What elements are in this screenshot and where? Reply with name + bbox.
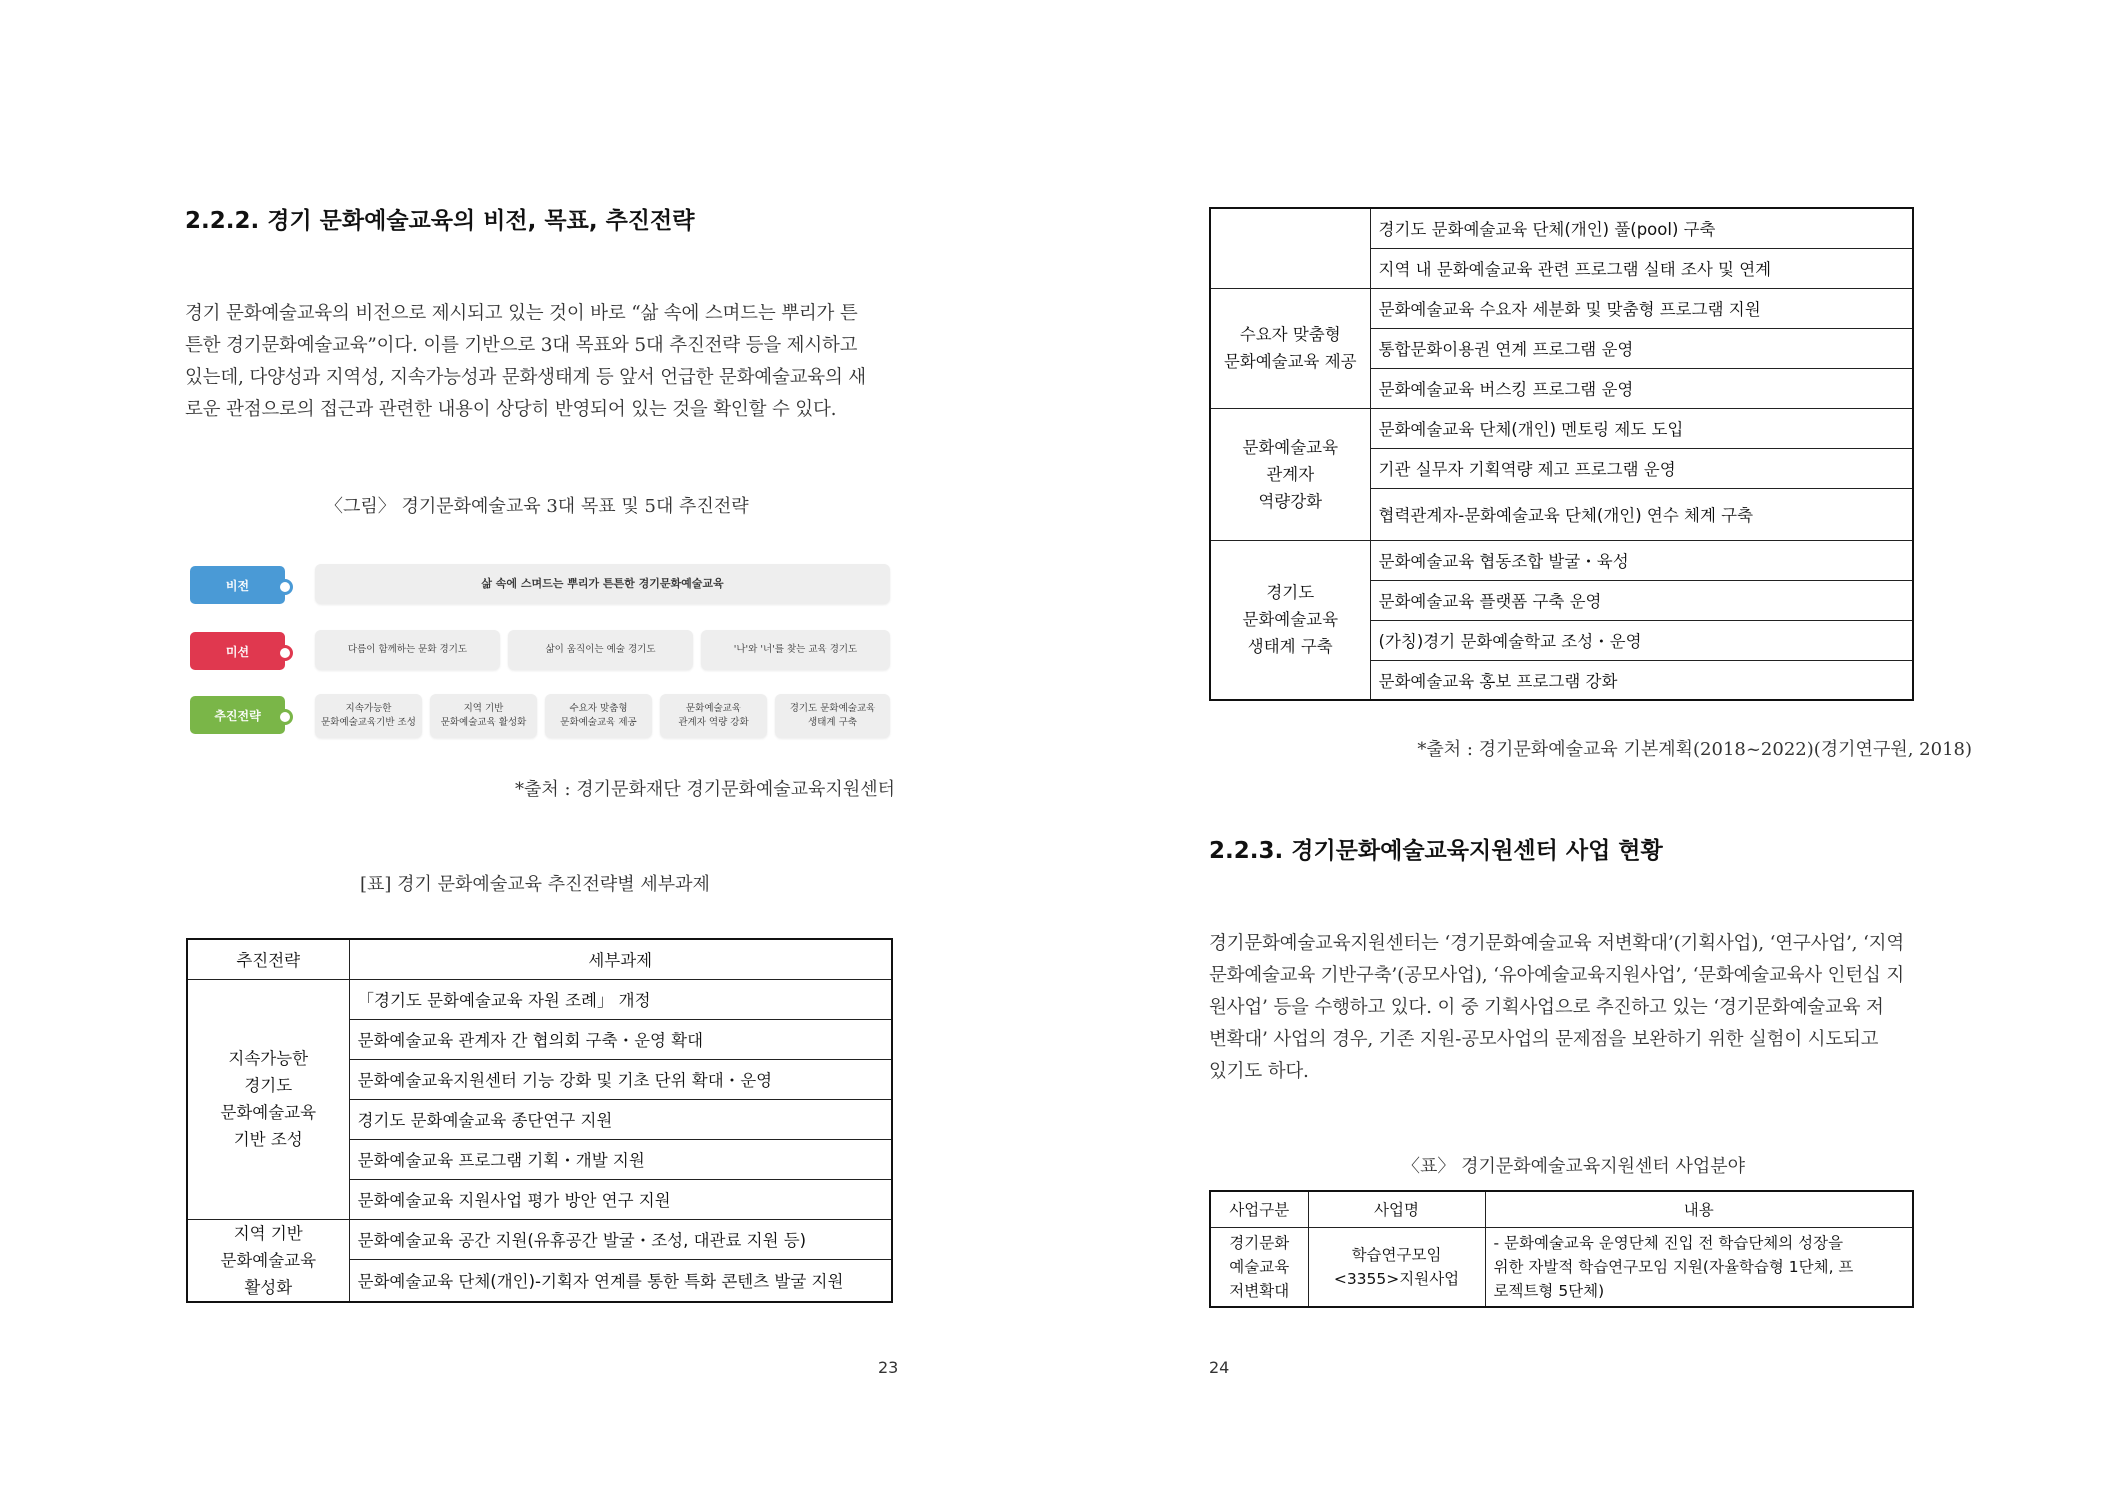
vision-label: 비전 (190, 566, 285, 604)
business-name-cell (1308, 1227, 1485, 1307)
task-cell: 문화예술교육지원센터 기능 강화 및 기초 단위 확대・운영 (349, 1059, 892, 1099)
category-line: 활성화 (244, 1277, 293, 1297)
section-heading: 2.2.2. 경기 문화예술교육의 비전, 목표, 추진전략 (185, 208, 695, 234)
task-cell: 문화예술교육 관계자 간 협의회 구축・운영 확대 (349, 1019, 892, 1059)
strategy-label: 추진전략 (190, 696, 285, 734)
category-line: 문화예술교육 (220, 1103, 317, 1122)
paragraph-line: 있는데, 다양성과 지역성, 지속가능성과 문화생태계 등 앞서 언급한 문화예술교육의 새 (185, 367, 866, 388)
task-cell: 문화예술교육 홍보 프로그램 강화 (1370, 660, 1913, 700)
task-cell: 문화예술교육 단체(개인) 멘토링 제도 도입 (1370, 408, 1913, 448)
strategy-line: 경기도 문화예술교육 (789, 703, 876, 714)
table-row (1210, 1227, 1913, 1307)
paragraph-line: 변확대’ 사업의 경우, 기존 지원-공모사업의 문제점을 보완하기 위한 실험이 시도되고 (1209, 1029, 1879, 1050)
table-header-cell: 사업구분 (1210, 1191, 1308, 1227)
page-number: 24 (1209, 1358, 1230, 1377)
table-row (1210, 408, 1913, 448)
strategy-item (775, 694, 890, 738)
task-cell: 문화예술교육 프로그램 기획・개발 지원 (349, 1139, 892, 1179)
task-cell: 지역 내 문화예술교육 관련 프로그램 실태 조사 및 연계 (1370, 248, 1913, 288)
cell-line: 저변확대 (1229, 1281, 1290, 1300)
task-cell: 문화예술교육 지원사업 평가 방안 연구 지원 (349, 1179, 892, 1219)
strategy-task-table-continued (1209, 207, 1914, 701)
strategy-line: 생태계 구축 (808, 717, 857, 728)
mission-item: '나'와 '너'를 찾는 교육 경기도 (701, 630, 890, 670)
table-header-cell: 내용 (1485, 1191, 1913, 1227)
figure-caption: 〈그림〉 경기문화예술교육 3대 목표 및 5대 추진전략 (325, 496, 749, 517)
vision-text: 삶 속에 스며드는 뿌리가 튼튼한 경기문화예술교육 (315, 564, 890, 604)
category-line: 문화예술교육 (1242, 437, 1339, 457)
connector-dot (277, 645, 293, 661)
category-line: 경기도 (1266, 583, 1315, 603)
table-caption: 〈표〉 경기문화예술교육지원센터 사업분야 (1402, 1156, 1746, 1177)
category-line: 기반 조성 (233, 1130, 303, 1149)
task-cell: 문화예술교육 버스킹 프로그램 운영 (1370, 368, 1913, 408)
category-line: 생태계 구축 (1247, 637, 1333, 657)
category-line: 경기도 (244, 1076, 293, 1095)
category-line: 지속가능한 (228, 1049, 309, 1068)
task-cell: 문화예술교육 수요자 세분화 및 맞춤형 프로그램 지원 (1370, 288, 1913, 328)
table-row (1210, 208, 1913, 248)
section-heading: 2.2.3. 경기문화예술교육지원센터 사업 현황 (1209, 838, 1663, 864)
strategy-line: 수요자 맞춤형 (569, 703, 628, 714)
cell-line: - 문화예술교육 운영단체 진입 전 학습단체의 성장을 (1493, 1233, 1844, 1252)
task-cell: 협력관계자-문화예술교육 단체(개인) 연수 체계 구축 (1370, 488, 1913, 540)
paragraph-line: 경기 문화예술교육의 비전으로 제시되고 있는 것이 바로 “삶 속에 스며드는 뿌리가 튼 (185, 303, 858, 324)
business-content-cell (1485, 1227, 1913, 1307)
cell-line: 예술교육 (1229, 1257, 1290, 1276)
paragraph-line: 문화예술교육 기반구축’(공모사업), ‘유아예술교육지원사업’, ‘문화예술교육사 인턴십 지 (1209, 965, 1905, 986)
intro-paragraph (1209, 928, 1919, 1088)
table-caption: [표] 경기 문화예술교육 추진전략별 세부과제 (360, 874, 710, 895)
strategy-item (660, 694, 767, 738)
task-cell: 문화예술교육 플랫폼 구축 운영 (1370, 580, 1913, 620)
strategy-item (430, 694, 537, 738)
strategy-category-cell (187, 1219, 349, 1302)
strategy-line: 문화예술교육 제공 (560, 717, 637, 728)
connector-dot (277, 709, 293, 725)
table-row (1210, 288, 1913, 328)
table-source: *출처 : 경기문화예술교육 기본계획(2018~2022)(경기연구원, 2018) (1417, 739, 1972, 760)
right-page (1052, 0, 2105, 1488)
cell-line: 경기문화 (1229, 1233, 1290, 1252)
table-row (187, 1219, 892, 1259)
vision-strategy-diagram (185, 556, 895, 746)
strategy-category-cell (1210, 540, 1370, 700)
task-cell: 문화예술교육 단체(개인)-기획자 연계를 통한 특화 콘텐츠 발굴 지원 (349, 1259, 892, 1301)
mission-label: 미션 (190, 632, 285, 670)
strategy-line: 문화예술교육기반 조성 (321, 717, 416, 728)
paragraph-line: 로운 관점으로의 접근과 관련한 내용이 상당히 반영되어 있는 것을 확인할 수 있다. (185, 399, 837, 420)
mission-item: 다름이 함께하는 문화 경기도 (315, 630, 500, 670)
business-area-table (1209, 1190, 1914, 1308)
category-line: 역량강화 (1258, 491, 1323, 511)
strategy-task-table (186, 938, 893, 1303)
intro-paragraph (185, 298, 895, 426)
strategy-category-cell (1210, 208, 1370, 288)
paragraph-line: 있기도 하다. (1209, 1061, 1309, 1082)
strategy-line: 문화예술교육 (685, 703, 742, 714)
category-line: 문화예술교육 제공 (1223, 352, 1357, 371)
cell-line: 위한 자발적 학습연구모임 지원(자율학습형 1단체, 프 (1493, 1257, 1854, 1276)
mission-item: 삶이 움직이는 예술 경기도 (508, 630, 693, 670)
category-line: 문화예술교육 (1242, 610, 1339, 630)
strategy-item (545, 694, 652, 738)
category-line: 지역 기반 (233, 1223, 303, 1243)
table-header-cell: 사업명 (1308, 1191, 1485, 1227)
strategy-item (315, 694, 422, 738)
task-cell: 기관 실무자 기획역량 제고 프로그램 운영 (1370, 448, 1913, 488)
figure-source: *출처 : 경기문화재단 경기문화예술교육지원센터 (515, 779, 895, 800)
paragraph-line: 튼한 경기문화예술교육”이다. 이를 기반으로 3대 목표와 5대 추진전략 등을 제시하고 (185, 335, 858, 356)
strategy-line: 지속가능한 (345, 703, 392, 714)
strategy-line: 지역 기반 (463, 703, 504, 714)
task-cell: 「경기도 문화예술교육 자원 조례」 개정 (349, 979, 892, 1019)
strategy-category-cell (187, 979, 349, 1219)
table-row (187, 979, 892, 1019)
table-header-cell: 추진전략 (187, 939, 349, 979)
table-header-cell: 세부과제 (349, 939, 892, 979)
table-header-row (1210, 1191, 1913, 1227)
left-page (0, 0, 1052, 1488)
page-number: 23 (878, 1358, 899, 1377)
paragraph-line: 원사업’ 등을 수행하고 있다. 이 중 기획사업으로 추진하고 있는 ‘경기문화예술교육 저 (1209, 997, 1884, 1018)
business-type-cell (1210, 1227, 1308, 1307)
cell-line: 로젝트형 5단체) (1493, 1281, 1605, 1300)
strategy-line: 관계자 역량 강화 (678, 717, 749, 728)
task-cell: (가칭)경기 문화예술학교 조성・운영 (1370, 620, 1913, 660)
strategy-category-cell (1210, 288, 1370, 408)
paragraph-line: 경기문화예술교육지원센터는 ‘경기문화예술교육 저변확대’(기획사업), ‘연구사업’, ‘지역 (1209, 933, 1905, 954)
table-row (1210, 540, 1913, 580)
task-cell: 문화예술교육 협동조합 발굴・육성 (1370, 540, 1913, 580)
task-cell: 문화예술교육 공간 지원(유휴공간 발굴・조성, 대관료 지원 등) (349, 1219, 892, 1259)
connector-dot (277, 579, 293, 595)
cell-line: 학습연구모임 (1351, 1245, 1442, 1264)
category-line: 수요자 맞춤형 (1239, 325, 1341, 344)
cell-line: <3355>지원사업 (1333, 1269, 1460, 1288)
task-cell: 경기도 문화예술교육 종단연구 지원 (349, 1099, 892, 1139)
category-line: 관계자 (1266, 464, 1315, 484)
strategy-line: 문화예술교육 활성화 (440, 717, 527, 728)
category-line: 문화예술교육 (220, 1250, 317, 1270)
strategy-category-cell (1210, 408, 1370, 540)
task-cell: 경기도 문화예술교육 단체(개인) 풀(pool) 구축 (1370, 208, 1913, 248)
task-cell: 통합문화이용권 연계 프로그램 운영 (1370, 328, 1913, 368)
table-header-row (187, 939, 892, 979)
